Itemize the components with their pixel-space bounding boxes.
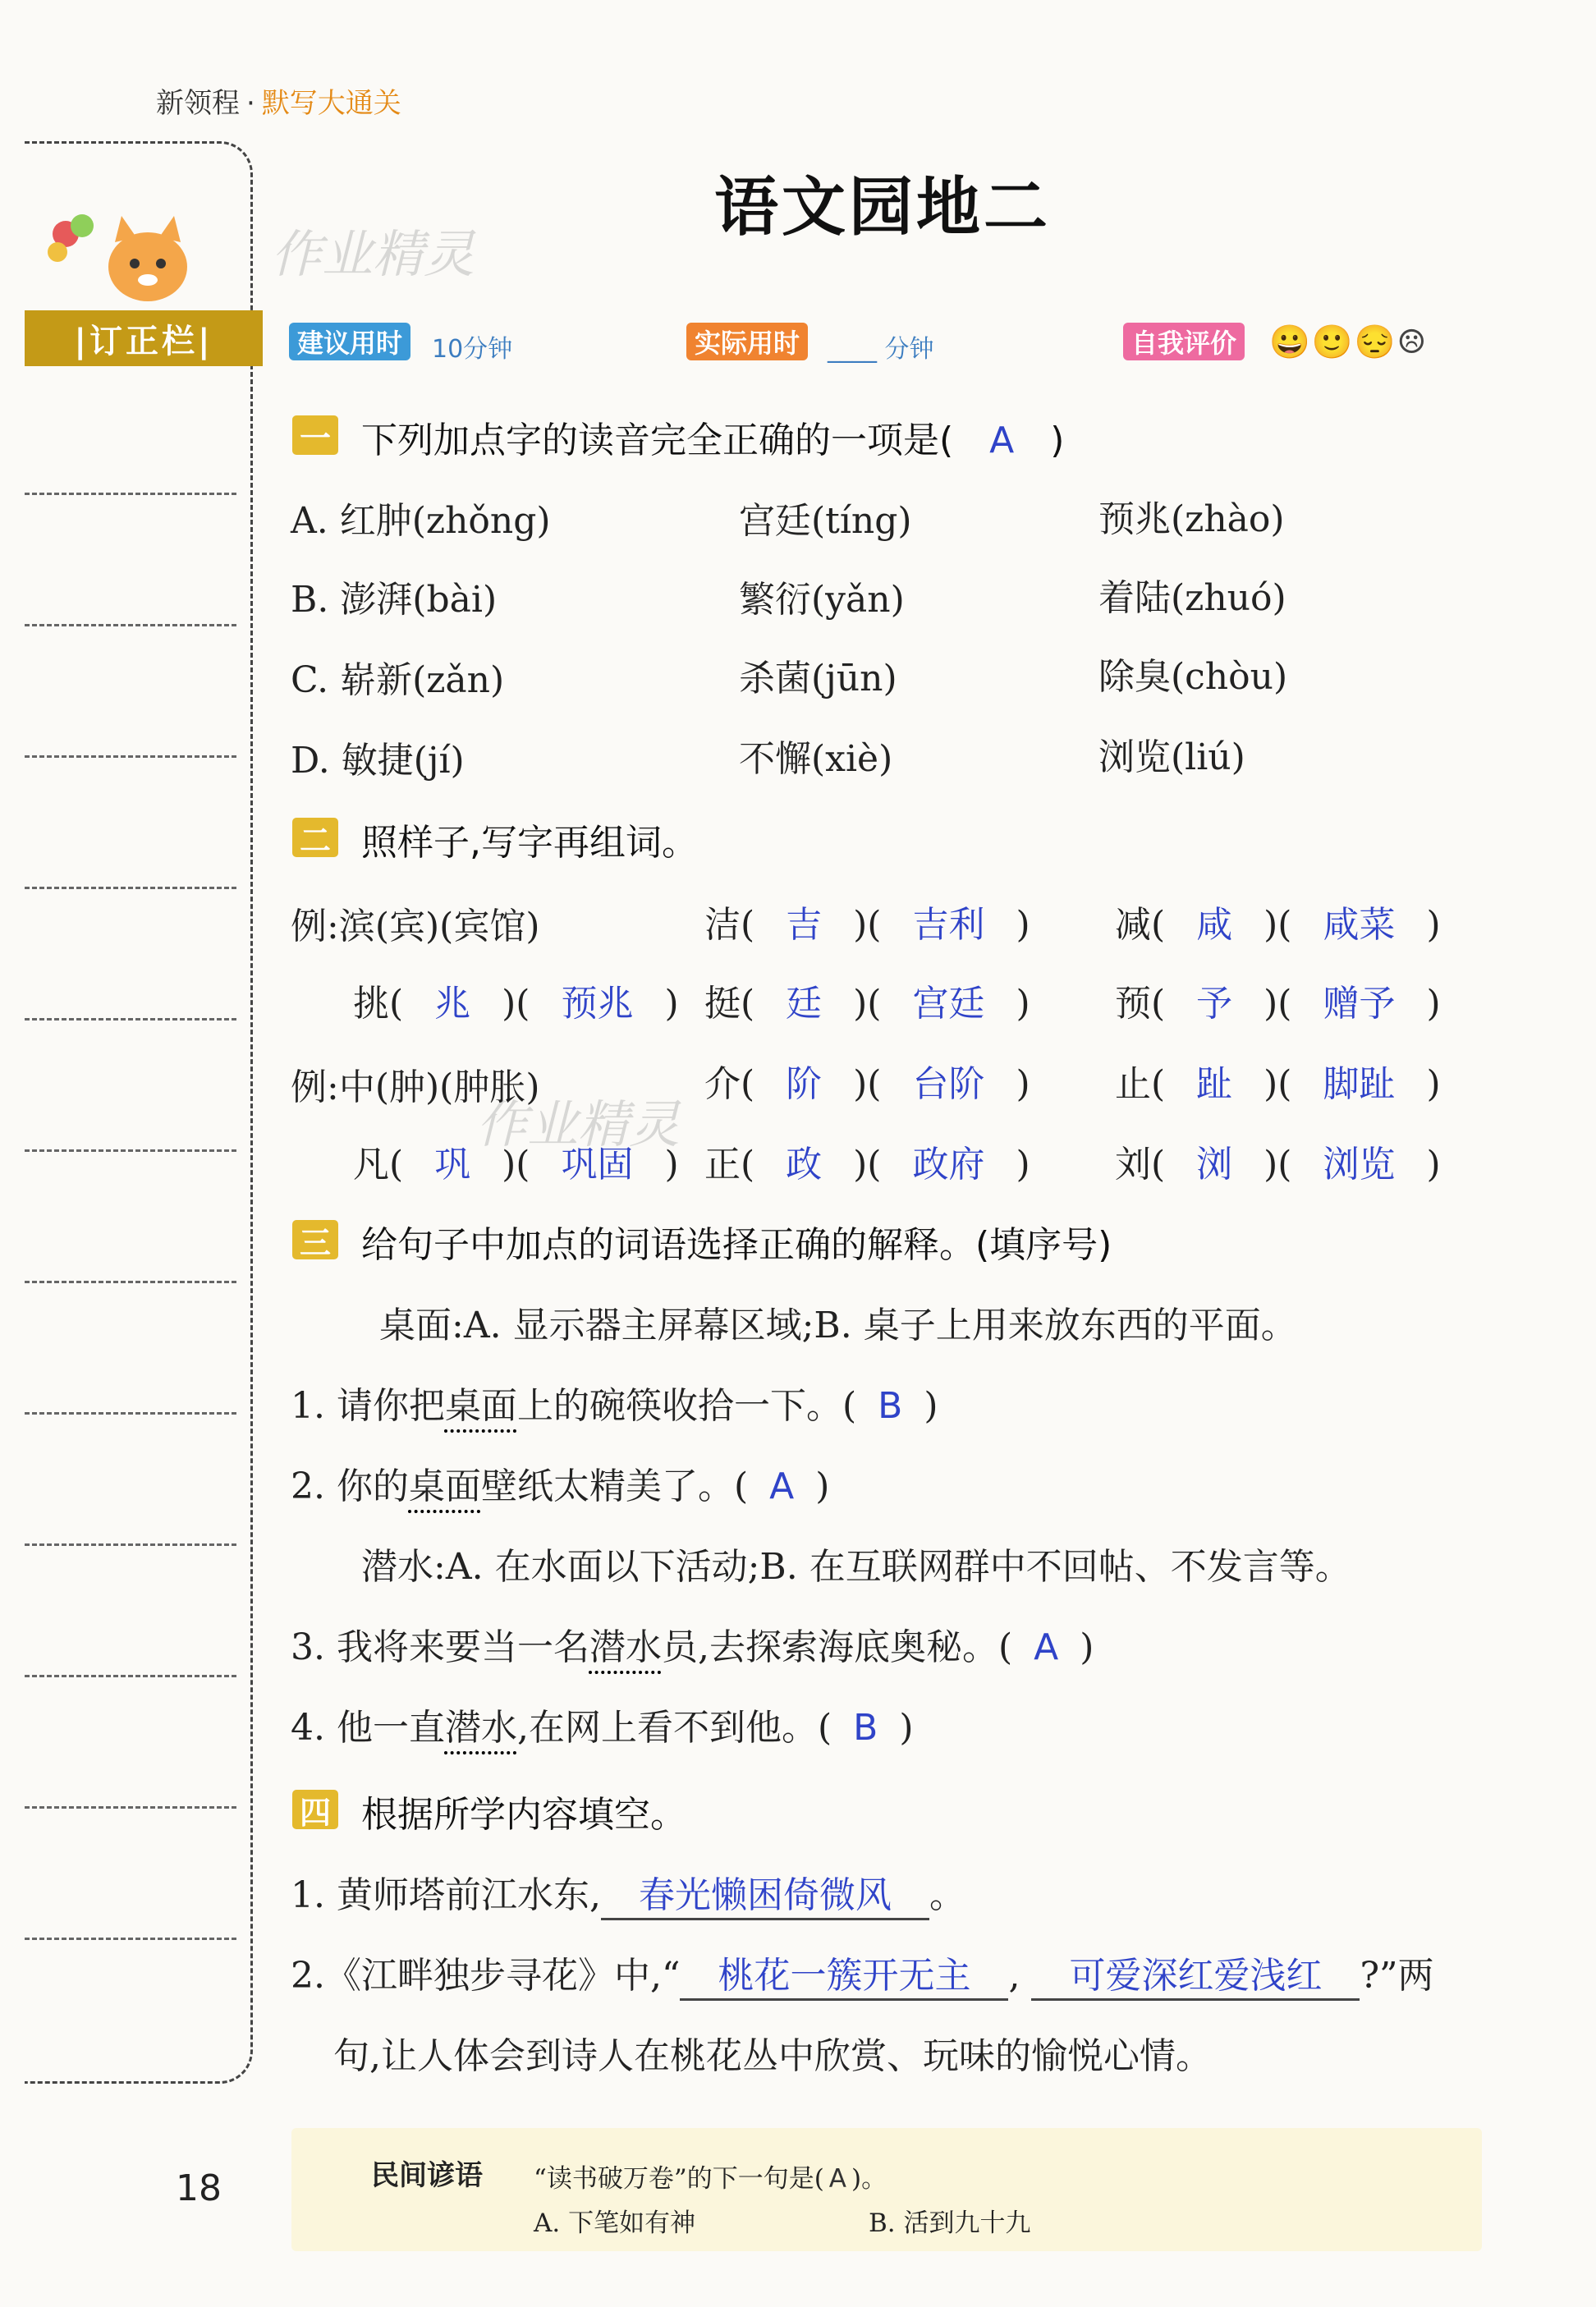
section-2-question: 照样子,写字再组词。: [361, 822, 698, 864]
sentence-3: 3. 我将来要当一名潜水员,去探索海底奥秘。( A ): [291, 1626, 1094, 1668]
example-2: 例:中(肿)(肿胀): [291, 1066, 540, 1108]
fill-line-2: 2.《江畔独步寻花》中,“ 桃花一簇开无主 , 可爱深红爱浅红 ?”两: [291, 1946, 1434, 2001]
bracket: ): [1050, 420, 1065, 461]
cat-mascot-icon: [33, 201, 205, 308]
series-subtitle: 默写大通关: [261, 87, 401, 120]
page-number: 18: [176, 2167, 222, 2209]
option-a-1: A. 红肿(zhǒng): [291, 500, 551, 542]
actual-time-tag: 实际用时: [686, 323, 808, 360]
word-item: 洁( 吉 )( 吉利 ): [704, 904, 1030, 946]
option-c-2: 杀菌(jūn): [739, 658, 897, 699]
correction-line: [25, 1412, 236, 1415]
question-text: 下列加点字的读音完全正确的一项是(: [361, 420, 954, 461]
fill-line-1: 1. 黄师塔前江水东, 春光懒困倚微风 。: [291, 1865, 965, 1920]
definition-1: 桌面:A. 显示器主屏幕区域;B. 桌子上用来放东西的平面。: [379, 1305, 1297, 1346]
option-a-3: 预兆(zhào): [1098, 498, 1285, 540]
header-dot: ·: [246, 87, 255, 120]
word-item: 挑( 兆 )( 预兆 ): [353, 983, 679, 1025]
actual-time-value[interactable]: ____ 分钟: [828, 335, 934, 364]
option-d-1: D. 敏捷(jí): [291, 740, 465, 782]
correction-line: [25, 755, 236, 758]
watermark: 作业精灵: [476, 1094, 681, 1154]
proverb-option-a: A. 下笔如有神: [534, 2208, 696, 2238]
correction-line: [25, 1281, 236, 1283]
correction-line: [25, 1018, 236, 1020]
series-name: 新领程: [156, 87, 240, 120]
section-3-question: 给句子中加点的词语选择正确的解释。(填序号): [361, 1224, 1112, 1266]
answer-blank[interactable]: 桃花一簇开无主: [680, 1946, 1008, 2001]
word-item: 止( 趾 )( 脚趾 ): [1115, 1063, 1441, 1105]
section-3-icon: 三: [292, 1220, 338, 1259]
option-b-1: B. 澎湃(bài): [291, 579, 498, 621]
evaluation-faces-icon[interactable]: 😀🙂😔☹: [1269, 323, 1429, 361]
word-item: 凡( 巩 )( 巩固 ): [353, 1144, 679, 1186]
correction-line: [25, 624, 236, 626]
section-4-icon: 四: [292, 1790, 338, 1829]
correction-label: |订正栏|: [25, 310, 263, 366]
option-b-3: 着陆(zhuó): [1098, 577, 1286, 619]
fill-line-3: 句,让人体会到诗人在桃花丛中欣赏、玩味的愉悦心情。: [333, 2035, 1212, 2077]
word-item: 挺( 廷 )( 宫廷 ): [704, 983, 1030, 1025]
answer: A: [989, 420, 1015, 461]
page-title: 语文园地二: [714, 171, 1052, 245]
self-evaluation-tag: 自我评价: [1123, 323, 1245, 360]
answer-blank[interactable]: 可爱深红爱浅红: [1031, 1946, 1360, 2001]
correction-column: [25, 141, 253, 2084]
section-2-icon: 二: [292, 818, 338, 857]
correction-line: [25, 1149, 236, 1152]
option-b-2: 繁衍(yǎn): [739, 579, 905, 621]
option-c-1: C. 崭新(zǎn): [291, 659, 505, 701]
word-item: 刘( 浏 )( 浏览 ): [1115, 1144, 1441, 1186]
word-item: 介( 阶 )( 台阶 ): [704, 1063, 1030, 1105]
watermark: 作业精灵: [271, 224, 475, 284]
correction-line: [25, 1675, 236, 1677]
correction-line: [25, 1806, 236, 1809]
option-a-2: 宫廷(tíng): [739, 500, 912, 542]
sentence-1: 1. 请你把桌面上的碗筷收拾一下。( B ): [291, 1385, 938, 1427]
option-d-2: 不懈(xiè): [739, 738, 893, 780]
word-item: 正( 政 )( 政府 ): [704, 1144, 1030, 1186]
word-item: 减( 咸 )( 咸菜 ): [1115, 904, 1441, 946]
definition-2: 潜水:A. 在水面以下活动;B. 在互联网群中不回帖、不发言等。: [361, 1546, 1351, 1588]
correction-line: [25, 1543, 236, 1546]
suggested-time-tag: 建议用时: [289, 323, 410, 360]
correction-line: [25, 493, 236, 495]
option-d-3: 浏览(liú): [1098, 736, 1245, 778]
sentence-4: 4. 他一直潜水,在网上看不到他。( B ): [291, 1707, 914, 1749]
proverb-option-b: B. 活到九十九: [869, 2208, 1031, 2238]
correction-line: [25, 1938, 236, 1940]
example-1: 例:滨(宾)(宾馆): [291, 906, 540, 947]
word-item: 预( 予 )( 赠予 ): [1115, 983, 1441, 1025]
section-1-icon: 一: [292, 415, 338, 455]
proverb-label: 民间谚语: [371, 2159, 483, 2192]
header-series: [156, 80, 401, 121]
proverb-question: “读书破万卷”的下一句是( A )。: [534, 2164, 887, 2194]
correction-line: [25, 887, 236, 889]
option-c-3: 除臭(chòu): [1098, 656, 1288, 698]
section-4-question: 根据所学内容填空。: [361, 1794, 686, 1836]
suggested-time-value: 10分钟: [432, 335, 513, 364]
answer-blank[interactable]: 春光懒困倚微风: [601, 1865, 929, 1920]
sentence-2: 2. 你的桌面壁纸太精美了。( A ): [291, 1465, 830, 1507]
section-1-question: [361, 410, 1064, 463]
